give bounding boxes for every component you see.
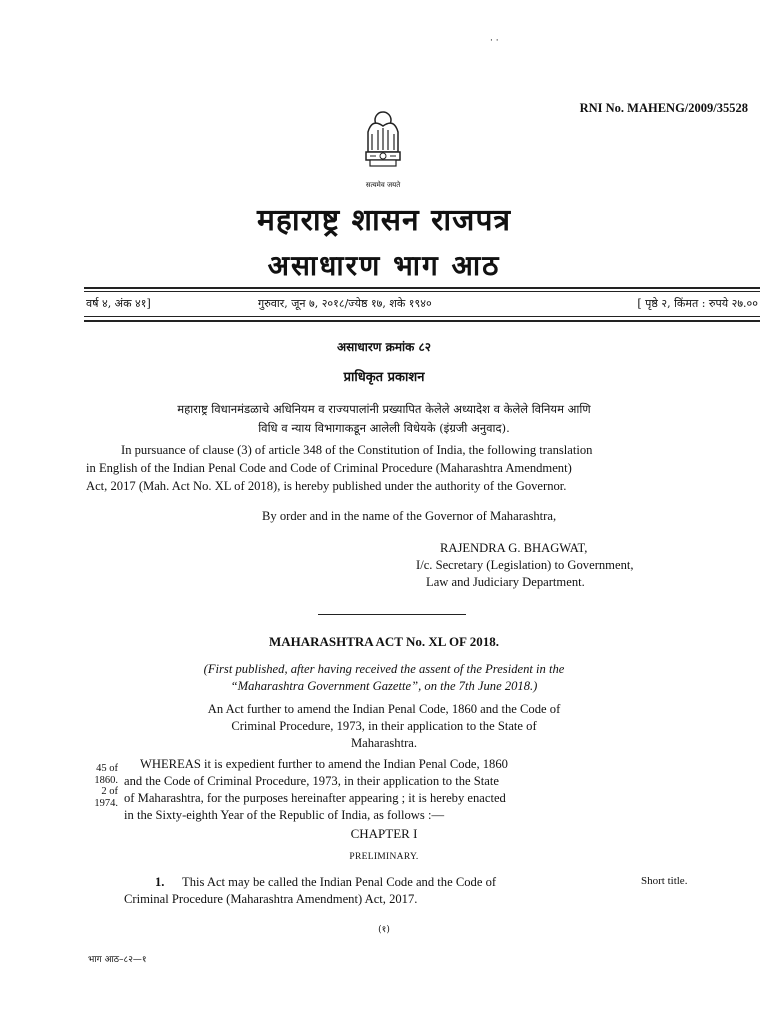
separator-rule — [318, 614, 466, 615]
section1-line1: This Act may be called the Indian Penal Code and the Code of — [182, 875, 497, 889]
issue-volume: वर्ष ४, अंक ४१] — [86, 297, 151, 310]
short-title-note: Short title. — [641, 875, 688, 887]
footer-reference: भाग आठ–८२—१ — [88, 955, 147, 965]
margin-note-line1: 45 of — [96, 763, 118, 774]
whereas-line1: WHEREAS it is expedient further to amend the Indian Penal Code, 1860 — [140, 757, 508, 771]
first-published-line2: “Maharashtra Government Gazette”, on the 7th June 2018.) — [230, 679, 538, 693]
act-description-line3: Maharashtra. — [350, 736, 418, 750]
marathi-para-line2: विधि व न्याय विभागाकडून आलेली विधेयके (इंग्रजी अनुवाद). — [258, 421, 510, 435]
chapter-heading: CHAPTER I — [350, 826, 418, 841]
whereas-line4: in the Sixty-eighth Year of the Republic of India, as follows :— — [124, 808, 445, 822]
act-description-line1: An Act further to amend the Indian Penal Code, 1860 and the Code of — [207, 702, 561, 716]
signatory-department: Law and Judiciary Department. — [426, 575, 585, 589]
header-rule-bottom-thin — [84, 316, 760, 317]
gazette-title: महाराष्ट्र शासन राजपत्र — [256, 203, 512, 238]
section-number: 1. — [155, 875, 165, 889]
marathi-para-line1: महाराष्ट्र विधानमंडळाचे अधिनियम व राज्यपालांनी प्रख्यापित केलेले अध्यादेश व केलेले विनियम आणि — [177, 402, 591, 416]
margin-note-line4: 1974. — [94, 797, 118, 809]
national-emblem-icon — [360, 108, 406, 188]
whereas-line3: of Maharashtra, for the purposes hereinafter appearing ; it is hereby enacted — [124, 791, 506, 805]
header-rule-top — [84, 287, 760, 289]
margin-note-line3: 2 of — [101, 786, 118, 797]
whereas-line2: and the Code of Criminal Procedure, 1973, in their application to the State — [124, 774, 499, 788]
page-number: (१) — [378, 925, 390, 935]
first-published-line1: (First published, after having received the assent of the President in the — [203, 662, 565, 676]
emblem-caption: सत्यमेव जयते — [365, 181, 401, 189]
signatory-name: RAJENDRA G. BHAGWAT, — [440, 541, 588, 555]
issue-date: गुरुवार, जून ७, २०१८/ज्येष्ठ १७, शके १९४० — [258, 297, 432, 310]
issue-price: [ पृष्ठे २, किंमत : रुपये २७.०० — [637, 297, 758, 310]
act-title: MAHARASHTRA ACT No. XL OF 2018. — [268, 634, 500, 649]
header-rule-top-thin — [84, 291, 760, 292]
section1-line2: Criminal Procedure (Maharashtra Amendment) Act, 2017. — [124, 892, 418, 906]
gazette-subtitle: असाधारण भाग आठ — [267, 249, 501, 282]
act-description-line2: Criminal Procedure, 1973, in their application to the State of — [231, 719, 537, 733]
margin-note — [80, 763, 118, 809]
by-order: By order and in the name of the Governor of Maharashtra, — [262, 509, 557, 523]
authorised-publication: प्राधिकृत प्रकाशन — [343, 370, 425, 385]
preliminary-heading: PRELIMINARY. — [349, 852, 419, 862]
header-rule-bottom — [84, 320, 760, 322]
extraordinary-number: असाधारण क्रमांक ८२ — [336, 340, 431, 354]
signatory-title: I/c. Secretary (Legislation) to Government, — [416, 558, 634, 572]
top-marks: · · — [490, 36, 499, 46]
para1-line1: In pursuance of clause (3) of article 348 of the Constitution of India, the following translation — [121, 443, 593, 457]
rni-number: RNI No. MAHENG/2009/35528 — [579, 101, 748, 115]
para1-line3: Act, 2017 (Mah. Act No. XL of 2018), is hereby published under the authority of the Governor. — [86, 479, 567, 493]
margin-note-line2: 1860. — [94, 774, 118, 786]
para1-line2: in English of the Indian Penal Code and Code of Criminal Procedure (Maharashtra Amendment) — [86, 461, 572, 475]
